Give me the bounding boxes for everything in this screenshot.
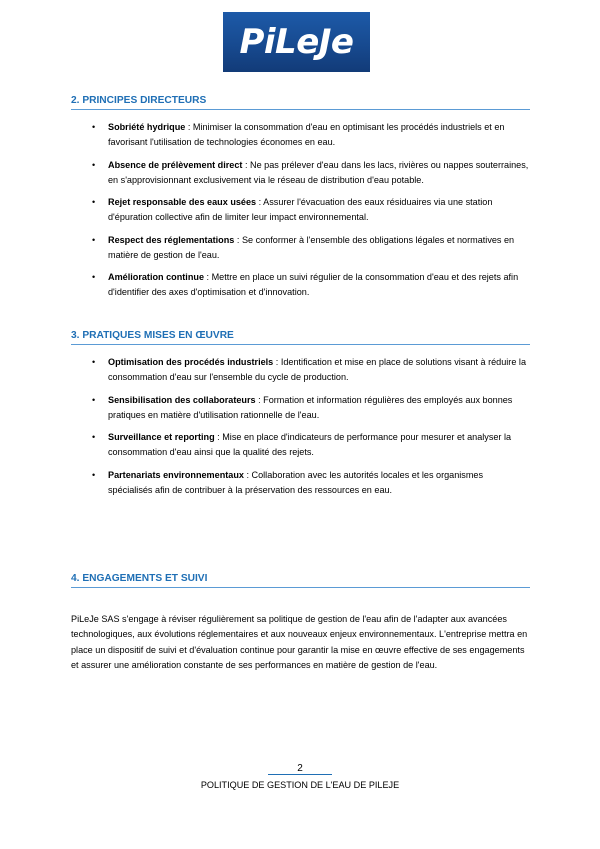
item-term: Partenariats environnementaux	[108, 469, 244, 480]
logo-text: PiLeJe	[239, 22, 354, 62]
item-term: Surveillance et reporting	[108, 432, 215, 442]
list-item	[71, 468, 530, 498]
bullet-list	[71, 120, 530, 300]
item-text: : Formation et information régulières des employés aux bonnes pratiques en matière d'utilisation rationnelle de l'eau.	[108, 394, 513, 420]
bullet-icon: •	[92, 272, 96, 282]
section-title: 2. PRINCIPES DIRECTEURS	[71, 95, 530, 110]
bullet-icon: •	[92, 394, 96, 405]
item-term: Respect des réglementations	[108, 234, 235, 245]
section-title: 3. PRATIQUES MISES EN ŒUVRE	[71, 330, 530, 345]
bullet-icon: •	[92, 122, 96, 132]
bullet-list	[71, 355, 530, 498]
company-logo	[223, 12, 370, 72]
item-text: : Identification et mise en place de solutions visant à réduire la consommation d'eau sur l'ensemble du cycle de production.	[108, 357, 526, 382]
item-text: : Assurer l'évacuation des eaux résiduaires via une station d'épuration collective afin de limiter leur impact environnemental.	[108, 197, 493, 222]
list-item	[71, 158, 530, 188]
bullet-icon: •	[92, 234, 96, 245]
item-text: : Minimiser la consommation d'eau en optimisant les procédés industriels et en favorisant l'utilisation de technologies économes en eau.	[108, 122, 505, 147]
item-term: Optimisation des procédés industriels	[108, 357, 274, 367]
list-item	[71, 393, 530, 423]
item-text: : Mise en place d'indicateurs de performance pour mesurer et analyser la consommation d'eau ainsi que la qualité des rejets.	[108, 432, 512, 457]
item-text: : Mettre en place un suivi régulier de la consommation d'eau et des rejets afin d'identifier des axes d'optimisation et d'innovation.	[108, 272, 519, 297]
item-term: Sensibilisation des collaborateurs	[108, 394, 256, 405]
section-title: 4. ENGAGEMENTS ET SUIVI	[71, 573, 530, 588]
list-item	[71, 430, 530, 460]
item-term: Sobriété hydrique	[108, 122, 186, 132]
list-item	[71, 270, 530, 300]
section-engagements	[71, 573, 530, 674]
item-text: : Ne pas prélever d'eau dans les lacs, rivières ou nappes souterraines, en s'approvisionnant exclusivement via le réseau de distribution d'eau potable.	[108, 159, 529, 185]
bullet-icon: •	[92, 469, 96, 480]
footer-title: POLITIQUE DE GESTION DE L'EAU DE PILEJE	[200, 780, 400, 790]
page-number	[0, 763, 600, 775]
item-term: Amélioration continue	[108, 272, 204, 282]
list-item	[71, 195, 530, 225]
item-term: Rejet responsable des eaux usées	[108, 197, 257, 207]
bullet-icon: •	[92, 432, 96, 442]
list-item	[71, 355, 530, 385]
item-text: : Se conformer à l'ensemble des obligations légales et normatives en matière de gestion de l'eau.	[108, 234, 515, 260]
page-number-text: 2	[268, 763, 332, 775]
bullet-icon: •	[92, 197, 96, 207]
body-paragraph: PiLeJe SAS s'engage à réviser régulièrement sa politique de gestion de l'eau afin de l'adapter aux avancées technologiques, aux évolutions réglementaires et aux nouveaux enjeux environnementaux. L'entreprise mettra en place un dispositif de suivi et d'évaluation continue pour garantir la mise en œuvre effective de ses engagements et assurer une amélioration constante de ses performances en matière de gestion de l'eau.	[71, 614, 528, 671]
section-principes	[71, 95, 530, 308]
list-item	[71, 120, 530, 150]
item-text: : Collaboration avec les autorités locales et les organismes spécialisés afin de contribuer à la préservation des ressources en eau.	[108, 469, 484, 495]
bullet-icon: •	[92, 357, 96, 367]
list-item	[71, 233, 530, 263]
item-term: Absence de prélèvement direct	[108, 159, 243, 170]
bullet-icon: •	[92, 159, 96, 170]
section-pratiques	[71, 330, 530, 505]
